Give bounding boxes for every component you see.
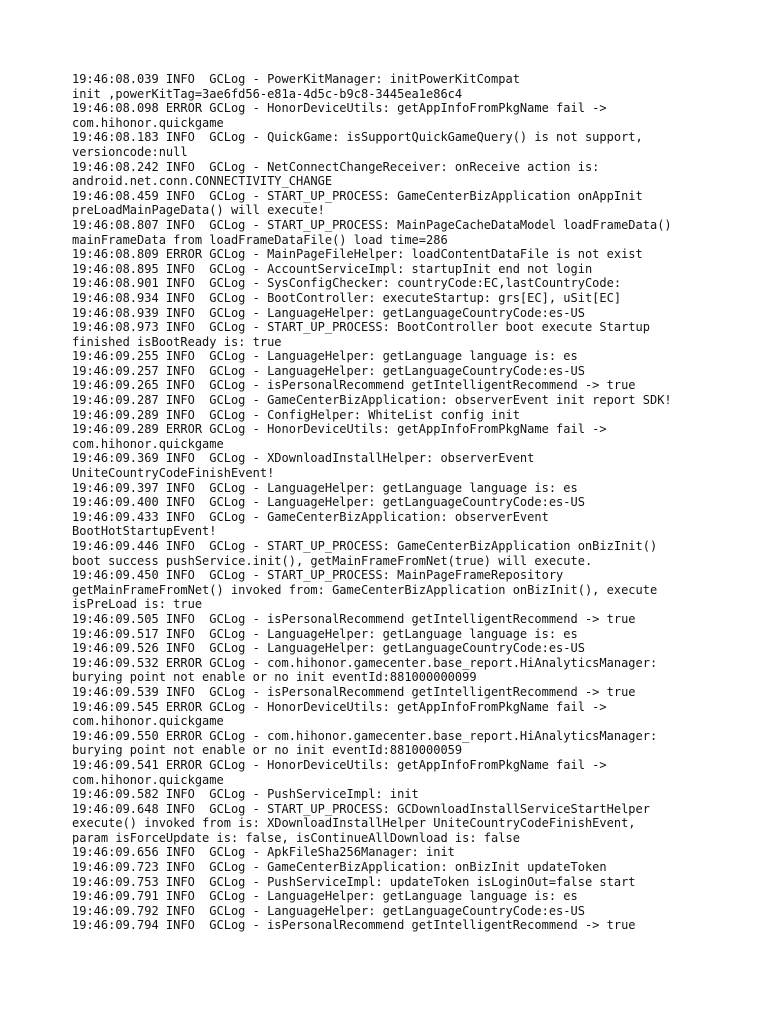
log-line: android.net.conn.CONNECTIVITY_CHANGE — [72, 174, 333, 189]
log-line: BootHotStartupEvent! — [72, 524, 217, 539]
log-line: 19:46:09.526 INFO GCLog - LanguageHelper: getLanguageCountryCode:es-US — [72, 641, 585, 656]
log-line: isPreLoad is: true — [72, 597, 203, 612]
log-line: 19:46:09.723 INFO GCLog - GameCenterBizApplication: onBizInit updateToken — [72, 860, 607, 875]
log-line: execute() invoked from is: XDownloadInstallHelper UniteCountryCodeFinishEvent, — [72, 816, 636, 831]
log-line: 19:46:09.794 INFO GCLog - isPersonalRecommend getIntelligentRecommend -> true — [72, 918, 636, 933]
log-line: UniteCountryCodeFinishEvent! — [72, 466, 275, 481]
log-line: burying point not enable or no init eventId:8810000059 — [72, 743, 463, 758]
log-line: param isForceUpdate is: false, isContinueAllDownload is: false — [72, 830, 520, 845]
log-line: preLoadMainPageData() will execute! — [72, 203, 325, 218]
log-line: 19:46:09.400 INFO GCLog - LanguageHelper: getLanguageCountryCode:es-US — [72, 495, 585, 510]
log-line: com.hihonor.quickgame — [72, 436, 224, 451]
log-line: 19:46:09.517 INFO GCLog - LanguageHelper: getLanguage language is: es — [72, 626, 578, 641]
log-line: 19:46:09.648 INFO GCLog - START_UP_PROCESS: GCDownloadInstallServiceStartHelper — [72, 801, 650, 816]
log-line: 19:46:08.807 INFO GCLog - START_UP_PROCESS: MainPageCacheDataModel loadFrameData() — [72, 217, 672, 232]
log-line: com.hihonor.quickgame — [72, 115, 224, 130]
log-line: 19:46:09.446 INFO GCLog - START_UP_PROCESS: GameCenterBizApplication onBizInit() — [72, 539, 658, 553]
log-line: 19:46:08.895 INFO GCLog - AccountServiceImpl: startupInit end not login — [72, 261, 593, 276]
log-line: com.hihonor.quickgame — [72, 714, 224, 729]
log-line: 19:46:09.289 INFO GCLog - ConfigHelper: WhiteList config init — [72, 407, 520, 422]
log-line: 19:46:09.539 INFO GCLog - isPersonalRecommend getIntelligentRecommend -> true — [72, 684, 636, 699]
log-line: 19:46:09.450 INFO GCLog - START_UP_PROCESS: MainPageFrameRepository — [72, 568, 564, 583]
log-line: 19:46:09.289 ERROR GCLog - HonorDeviceUtils: getAppInfoFromPkgName fail -> — [72, 422, 607, 437]
log-line: 19:46:09.792 INFO GCLog - LanguageHelper: getLanguageCountryCode:es-US — [72, 903, 585, 918]
log-line: 19:46:09.532 ERROR GCLog - com.hihonor.gamecenter.base_report.HiAnalyticsManager: — [72, 655, 658, 670]
log-line: 19:46:09.255 INFO GCLog - LanguageHelper: getLanguage language is: es — [72, 349, 578, 364]
log-line: 19:46:08.973 INFO GCLog - START_UP_PROCESS: BootController boot execute Startup — [72, 320, 650, 335]
log-line: 19:46:09.257 INFO GCLog - LanguageHelper: getLanguageCountryCode:es-US — [72, 363, 585, 378]
log-line: 19:46:08.459 INFO GCLog - START_UP_PROCESS: GameCenterBizApplication onAppInit — [72, 188, 643, 203]
log-line: getMainFrameFromNet() invoked from: GameCenterBizApplication onBizInit(), execute — [72, 582, 658, 597]
log-line: 19:46:09.265 INFO GCLog - isPersonalRecommend getIntelligentRecommend -> true — [72, 378, 636, 393]
log-line: boot success pushService.init(), getMainFrameFromNet(true) will execute. — [72, 553, 593, 568]
log-line: 19:46:09.505 INFO GCLog - isPersonalRecommend getIntelligentRecommend -> true — [72, 611, 636, 626]
log-line: 19:46:09.753 INFO GCLog - PushServiceImpl: updateToken isLoginOut=false start — [72, 874, 636, 889]
log-line: 19:46:09.791 INFO GCLog - LanguageHelper: getLanguage language is: es — [72, 889, 578, 904]
log-line: 19:46:09.433 INFO GCLog - GameCenterBizApplication: observerEvent — [72, 509, 549, 524]
log-line: 19:46:08.901 INFO GCLog - SysConfigChecker: countryCode:EC,lastCountryCode: — [72, 276, 622, 291]
log-line: finished isBootReady is: true — [72, 334, 282, 349]
log-line: 19:46:09.545 ERROR GCLog - HonorDeviceUtils: getAppInfoFromPkgName fail -> — [72, 699, 607, 714]
log-line: com.hihonor.quickgame — [72, 772, 224, 787]
log-line: 19:46:09.541 ERROR GCLog - HonorDeviceUtils: getAppInfoFromPkgName fail -> — [72, 757, 607, 772]
log-line: 19:46:09.397 INFO GCLog - LanguageHelper: getLanguage language is: es — [72, 480, 578, 495]
log-line: 19:46:08.098 ERROR GCLog - HonorDeviceUtils: getAppInfoFromPkgName fail -> — [72, 101, 607, 116]
log-line: 19:46:08.039 INFO GCLog - PowerKitManager: initPowerKitCompat — [72, 72, 520, 86]
log-line: burying point not enable or no init eventId:881000000099 — [72, 670, 477, 685]
log-line: versioncode:null — [72, 144, 188, 159]
log-line: 19:46:09.656 INFO GCLog - ApkFileSha256Manager: init — [72, 845, 455, 860]
log-line: 19:46:09.369 INFO GCLog - XDownloadInstallHelper: observerEvent — [72, 451, 535, 466]
log-line: 19:46:09.550 ERROR GCLog - com.hihonor.gamecenter.base_report.HiAnalyticsManager: — [72, 728, 658, 743]
log-line: 19:46:08.934 INFO GCLog - BootController: executeStartup: grs[EC], uSit[EC] — [72, 290, 622, 305]
log-line: 19:46:08.183 INFO GCLog - QuickGame: isSupportQuickGameQuery() is not support, — [72, 130, 643, 145]
log-line: 19:46:08.939 INFO GCLog - LanguageHelper: getLanguageCountryCode:es-US — [72, 305, 585, 320]
log-line: 19:46:09.582 INFO GCLog - PushServiceImpl: init — [72, 787, 419, 802]
log-document — [72, 72, 732, 933]
log-line: mainFrameData from loadFrameDataFile() load time=286 — [72, 232, 448, 247]
log-line: init ,powerKitTag=3ae6fd56-e81a-4d5c-b9c8-3445ea1e86c4 — [72, 86, 463, 101]
log-line: 19:46:09.287 INFO GCLog - GameCenterBizApplication: observerEvent init report SDK! — [72, 393, 672, 408]
log-line: 19:46:08.242 INFO GCLog - NetConnectChangeReceiver: onReceive action is: — [72, 159, 600, 174]
log-line: 19:46:08.809 ERROR GCLog - MainPageFileHelper: loadContentDataFile is not exist — [72, 247, 643, 262]
